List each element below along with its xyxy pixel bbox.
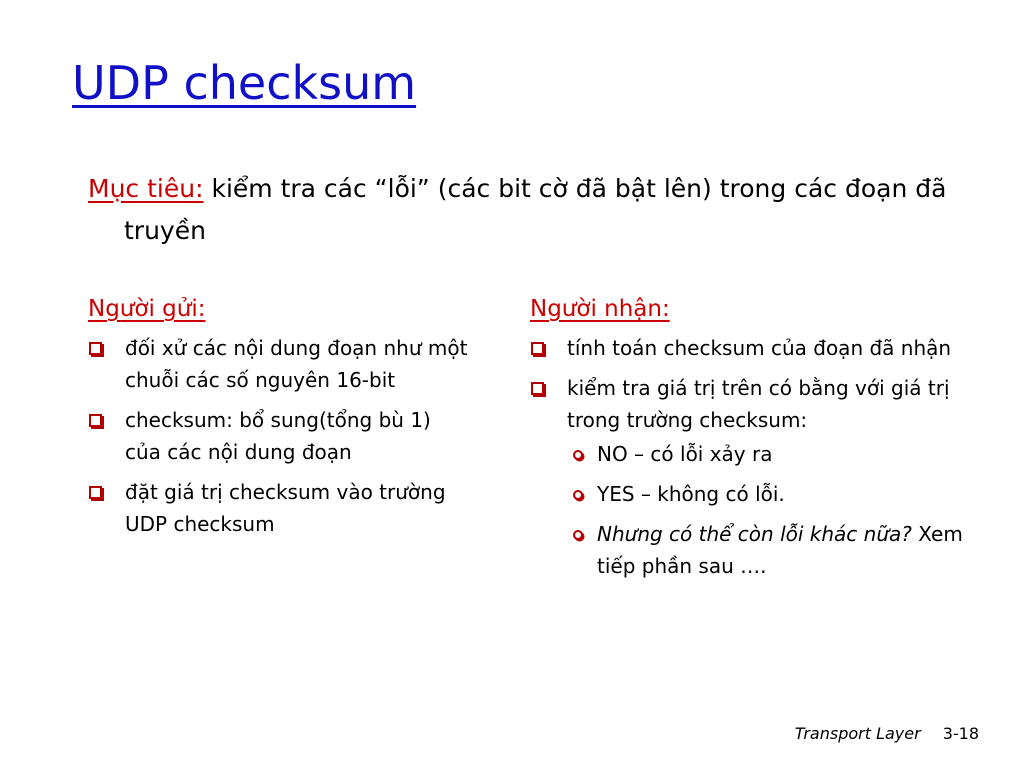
receiver-list (530, 332, 970, 582)
sender-item-text: checksum: bổ sung(tổng bù 1) của các nội dung đoạn (125, 408, 431, 464)
sender-item-text: đặt giá trị checksum vào trường UDP checksum (125, 480, 446, 536)
list-item (88, 404, 468, 468)
receiver-sub-item-continuation: Xem tiếp phần sau …. (597, 522, 963, 578)
goal-statement (88, 168, 1004, 252)
square-bullet-icon (89, 486, 102, 499)
receiver-heading: Người nhận: (530, 296, 670, 322)
square-bullet-icon (531, 342, 544, 355)
square-bullet-icon (89, 414, 102, 427)
square-bullet-icon (531, 382, 544, 395)
list-item (88, 332, 468, 396)
sender-heading: Người gửi: (88, 296, 206, 322)
circle-bullet-icon (573, 490, 583, 500)
sender-list (88, 332, 468, 540)
circle-bullet-icon (573, 450, 583, 460)
receiver-item-text: tính toán checksum của đoạn đã nhận (567, 336, 952, 360)
receiver-column (530, 290, 970, 590)
footer-label: Transport Layer (794, 724, 921, 743)
slide-footer (795, 722, 979, 746)
goal-label: Mục tiêu: (88, 174, 204, 203)
sender-column (88, 290, 468, 548)
sub-list-item (567, 518, 970, 582)
sub-list-item (567, 438, 970, 470)
circle-bullet-icon (573, 530, 583, 540)
square-bullet-icon (89, 342, 102, 355)
receiver-sub-list (567, 438, 970, 582)
sub-list-item (567, 478, 970, 510)
goal-text: kiểm tra các “lỗi” (các bit cờ đã bật lên) trong các đoạn đã truyền (124, 174, 947, 245)
receiver-sub-item-text: NO – có lỗi xảy ra (597, 442, 773, 466)
receiver-item-text: kiểm tra giá trị trên có bằng với giá trị trong trường checksum: (567, 376, 950, 432)
list-item (530, 332, 970, 364)
receiver-sub-item-text: YES – không có lỗi. (597, 482, 785, 506)
list-item (88, 476, 468, 540)
slide-title: UDP checksum (72, 56, 417, 110)
list-item (530, 372, 970, 582)
sender-item-text: đối xử các nội dung đoạn như một chuỗi các số nguyên 16-bit (125, 336, 468, 392)
receiver-sub-item-text: Nhưng có thể còn lỗi khác nữa? (597, 522, 912, 546)
page-number: 3-18 (942, 724, 979, 743)
